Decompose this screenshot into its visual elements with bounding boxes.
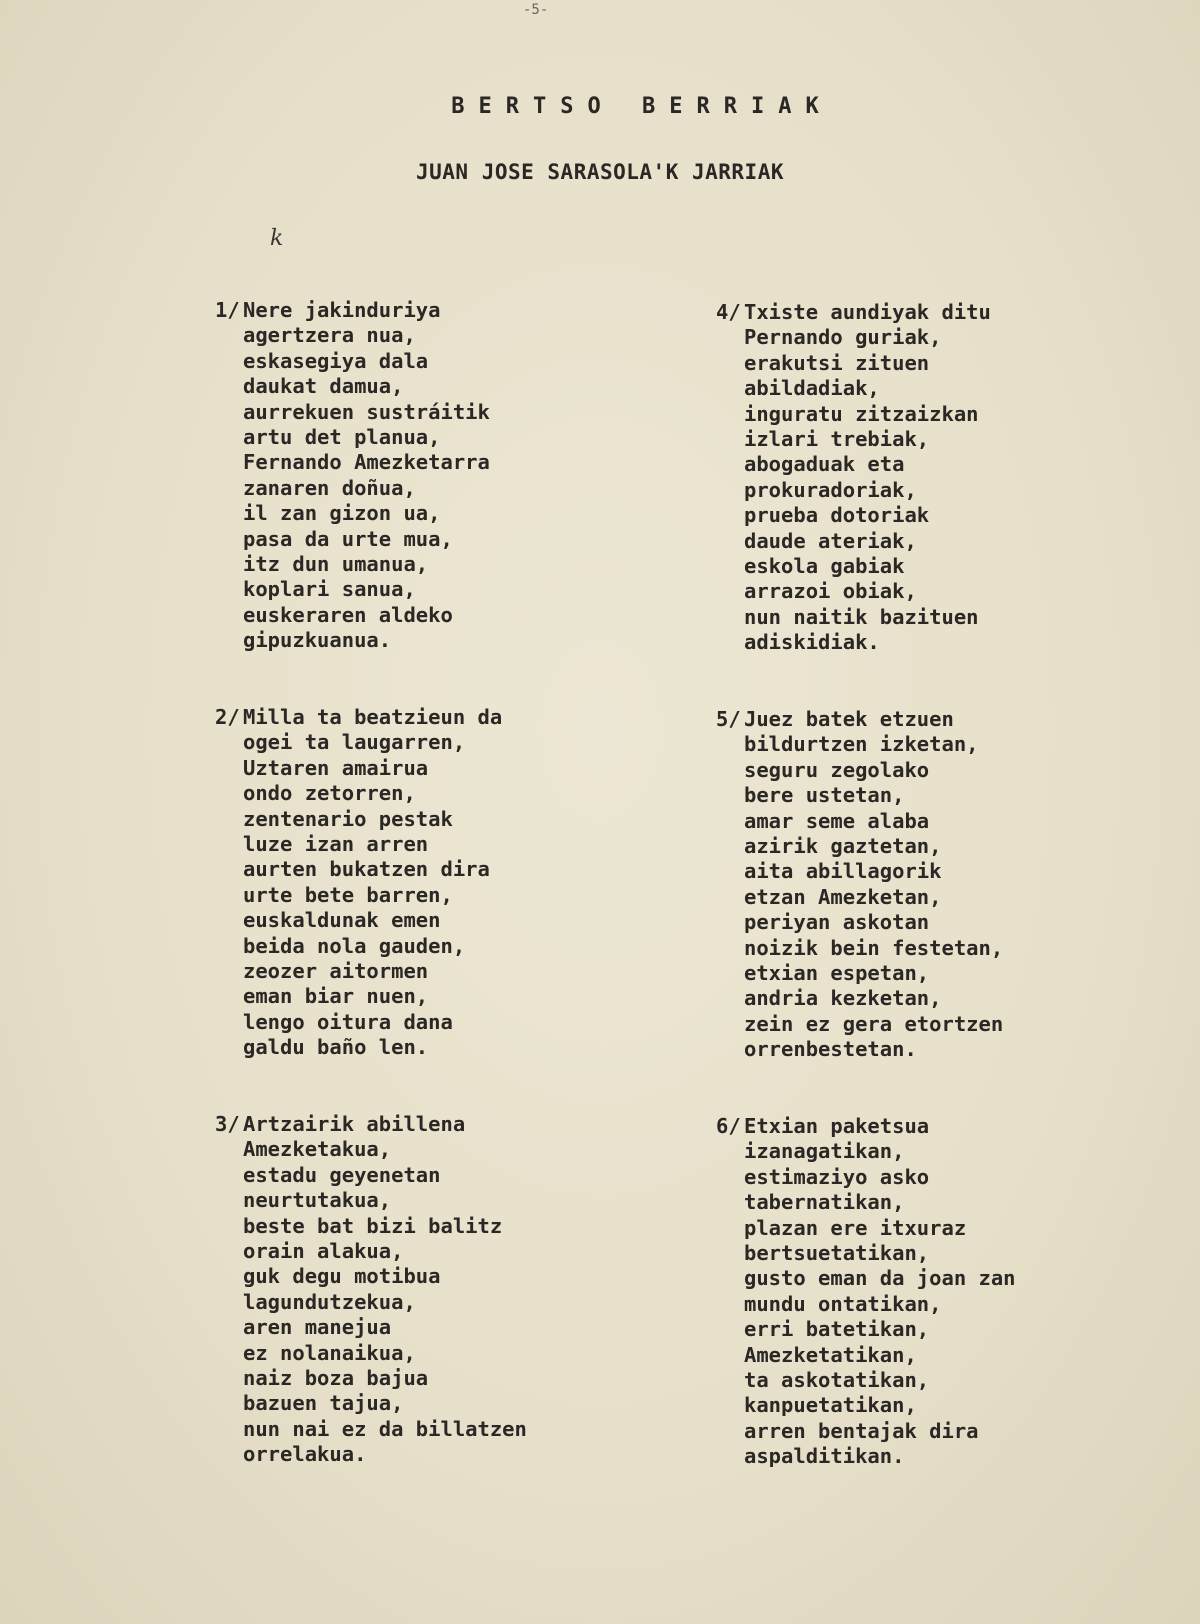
- verse-line: [716, 809, 1003, 834]
- verse-line-text: nun naitik bazituen: [744, 604, 979, 629]
- verse-line: [716, 1139, 1016, 1164]
- verse-line: [716, 376, 991, 401]
- verse-line: [215, 1239, 527, 1264]
- verse-line: [215, 1163, 527, 1188]
- verse-line-text: bere ustetan,: [744, 783, 905, 808]
- verse-line: [716, 859, 1003, 884]
- verse-line: [215, 1010, 502, 1035]
- verse-line-text: beste bat bizi balitz: [243, 1213, 503, 1238]
- verse-line: [716, 605, 991, 630]
- verse-line-text: aita abillagorik: [744, 859, 942, 884]
- verse-number: 4/: [716, 300, 741, 324]
- verse-line: [716, 351, 991, 376]
- verse-line-text: itz dun umanua,: [243, 552, 429, 577]
- verse-line-text: galdu baño len.: [243, 1035, 429, 1060]
- verse-line: [215, 756, 502, 781]
- verse-line-text: aspalditikan.: [744, 1444, 905, 1469]
- verse-line-text: Amezketatikan,: [744, 1342, 917, 1367]
- verse-line: [716, 402, 991, 427]
- verse-line-text: kanpuetatikan,: [744, 1393, 917, 1418]
- verse-line-text: aren manejua: [243, 1315, 392, 1340]
- verse-line-text: eskola gabiak: [744, 554, 905, 579]
- verse-line-text: ta askotatikan,: [744, 1368, 930, 1393]
- verse-line: [716, 885, 1003, 910]
- verse-line: [215, 1188, 527, 1213]
- verse-line-text: mundu ontatikan,: [744, 1291, 942, 1316]
- verse-line-text: erakutsi zituen: [744, 350, 930, 375]
- verse-line: [716, 1216, 1016, 1241]
- verse-line: [716, 529, 991, 554]
- verse-line: [215, 959, 502, 984]
- verse-line: [215, 1391, 527, 1416]
- verse-line: [215, 1341, 527, 1366]
- verse-line-text: seguru zegolako: [744, 757, 930, 782]
- verse-line-text: estimaziyo asko: [744, 1164, 930, 1189]
- verse-line: [716, 1343, 1016, 1368]
- verse-line: [215, 298, 490, 323]
- verse-line: [215, 1112, 527, 1137]
- verse-6: [716, 1114, 1016, 1470]
- verse-line: [716, 452, 991, 477]
- verse-line: [716, 834, 1003, 859]
- verse-line-text: Juez batek etzuen: [744, 707, 954, 731]
- verse-line: [716, 554, 991, 579]
- verse-line-text: eman biar nuen,: [243, 984, 429, 1009]
- verse-line-text: Txiste aundiyak ditu: [744, 300, 991, 324]
- verse-line-text: arrazoi obiak,: [744, 579, 917, 604]
- verse-line: [215, 730, 502, 755]
- verse-line-text: lagundutzekua,: [243, 1289, 416, 1314]
- verse-line: [716, 1165, 1016, 1190]
- verse-line: [215, 1137, 527, 1162]
- verse-number: 3/: [215, 1112, 240, 1136]
- verse-line-text: euskeraren aldeko: [243, 602, 453, 627]
- verse-line-text: euskaldunak emen: [243, 908, 441, 933]
- verse-line: [716, 758, 1003, 783]
- verse-line: [215, 603, 490, 628]
- verse-line: [215, 781, 502, 806]
- verse-line-text: Fernando Amezketarra: [243, 450, 490, 475]
- document-title: BERTSO BERRIAK: [451, 94, 833, 119]
- verse-line-text: bertsuetatikan,: [744, 1241, 930, 1266]
- verse-line: [716, 1114, 1016, 1139]
- verse-line-text: lengo oitura dana: [243, 1009, 453, 1034]
- verse-line: [716, 707, 1003, 732]
- verse-line: [215, 450, 490, 475]
- verse-line-text: pasa da urte mua,: [243, 526, 453, 551]
- verse-line: [215, 552, 490, 577]
- verse-line-text: erri batetikan,: [744, 1317, 930, 1342]
- verse-line-text: noizik bein festetan,: [744, 935, 1004, 960]
- verse-line: [716, 1037, 1003, 1062]
- verse-line: [716, 1393, 1016, 1418]
- verse-line-text: nun nai ez da billatzen: [243, 1416, 527, 1441]
- verse-line: [215, 807, 502, 832]
- verse-line: [215, 1315, 527, 1340]
- verse-line-text: beida nola gauden,: [243, 933, 466, 958]
- verse-line-text: arren bentajak dira: [744, 1418, 979, 1443]
- verse-line-text: izanagatikan,: [744, 1139, 905, 1164]
- verse-line-text: zeozer aitormen: [243, 959, 429, 984]
- verse-line: [215, 1417, 527, 1442]
- verse-line: [215, 577, 490, 602]
- verse-5: [716, 707, 1003, 1063]
- verse-line-text: Milla ta beatzieun da: [243, 705, 503, 729]
- verse-line: [215, 374, 490, 399]
- verse-line-text: ogei ta laugarren,: [243, 730, 466, 755]
- verse-line: [716, 1241, 1016, 1266]
- verse-line: [215, 323, 490, 348]
- verse-line: [215, 425, 490, 450]
- verse-line: [215, 1214, 527, 1239]
- verse-3: [215, 1112, 527, 1468]
- verse-line: [215, 883, 502, 908]
- verse-line: [215, 628, 490, 653]
- verse-line: [215, 705, 502, 730]
- verse-number: 1/: [215, 298, 240, 322]
- verse-line: [215, 476, 490, 501]
- verse-line-text: gipuzkuanua.: [243, 628, 392, 653]
- verse-line: [716, 783, 1003, 808]
- verse-line-text: abildadiak,: [744, 376, 880, 401]
- verse-line: [716, 1317, 1016, 1342]
- verse-line: [716, 579, 991, 604]
- verse-line: [716, 936, 1003, 961]
- verse-line-text: gusto eman da joan zan: [744, 1266, 1016, 1291]
- verse-2: [215, 705, 502, 1061]
- verse-line-text: daukat damua,: [243, 374, 404, 399]
- verse-line-text: abogaduak eta: [744, 452, 905, 477]
- verse-line: [716, 630, 991, 655]
- verse-line: [716, 961, 1003, 986]
- verse-line-text: bildurtzen izketan,: [744, 732, 979, 757]
- verse-line: [215, 1264, 527, 1289]
- verse-line-text: aurrekuen sustráitik: [243, 399, 490, 424]
- verse-line-text: prueba dotoriak: [744, 503, 930, 528]
- handwritten-mark: k: [270, 226, 284, 251]
- verse-line-text: inguratu zitzaizkan: [744, 401, 979, 426]
- verse-line: [215, 1442, 527, 1467]
- verse-line: [716, 478, 991, 503]
- verse-line: [215, 400, 490, 425]
- verse-line-text: aurten bukatzen dira: [243, 857, 490, 882]
- verse-line-text: estadu geyenetan: [243, 1162, 441, 1187]
- verse-line: [716, 325, 991, 350]
- verse-line: [716, 1012, 1003, 1037]
- verse-line-text: ez nolanaikua,: [243, 1340, 416, 1365]
- verse-line: [716, 910, 1003, 935]
- verse-4: [716, 300, 991, 656]
- verse-line-text: artu det planua,: [243, 425, 441, 450]
- verse-line: [215, 349, 490, 374]
- verse-line-text: plazan ere itxuraz: [744, 1215, 967, 1240]
- verse-line: [215, 984, 502, 1009]
- verse-line-text: orrenbestetan.: [744, 1037, 917, 1062]
- verse-line: [215, 1290, 527, 1315]
- verse-line: [215, 832, 502, 857]
- verse-line-text: ondo zetorren,: [243, 781, 416, 806]
- verse-line-text: Etxian paketsua: [744, 1114, 930, 1138]
- verse-line-text: etxian espetan,: [744, 961, 930, 986]
- page-number-mark: -5-: [523, 2, 549, 18]
- verse-line-text: urte bete barren,: [243, 882, 453, 907]
- verse-line-text: prokuradoriak,: [744, 477, 917, 502]
- verse-line: [716, 427, 991, 452]
- verse-line: [215, 1035, 502, 1060]
- verse-line-text: Amezketakua,: [243, 1137, 392, 1162]
- verse-line: [716, 1292, 1016, 1317]
- verse-line: [716, 986, 1003, 1011]
- verse-line-text: guk degu motibua: [243, 1264, 441, 1289]
- verse-line-text: il zan gizon ua,: [243, 501, 441, 526]
- verse-number: 2/: [215, 705, 240, 729]
- verse-line: [716, 1419, 1016, 1444]
- verse-line: [215, 501, 490, 526]
- verse-line: [215, 908, 502, 933]
- verse-line-text: Pernando guriak,: [744, 325, 942, 350]
- verse-line-text: orrelakua.: [243, 1442, 367, 1467]
- verse-line: [215, 527, 490, 552]
- verse-line-text: Artzairik abillena: [243, 1112, 466, 1136]
- verse-line-text: koplari sanua,: [243, 577, 416, 602]
- verse-line: [215, 857, 502, 882]
- verse-line-text: amar seme alaba: [744, 808, 930, 833]
- verse-line-text: zein ez gera etortzen: [744, 1011, 1004, 1036]
- verse-line-text: orain alakua,: [243, 1239, 404, 1264]
- verse-line-text: azirik gaztetan,: [744, 834, 942, 859]
- verse-line-text: Uztaren amairua: [243, 755, 429, 780]
- verse-1: [215, 298, 490, 654]
- verse-line-text: zentenario pestak: [243, 806, 453, 831]
- verse-line-text: andria kezketan,: [744, 986, 942, 1011]
- verse-line-text: izlari trebiak,: [744, 427, 930, 452]
- verse-line-text: bazuen tajua,: [243, 1391, 404, 1416]
- verse-line-text: daude ateriak,: [744, 528, 917, 553]
- verse-line-text: eskasegiya dala: [243, 348, 429, 373]
- verse-line: [716, 503, 991, 528]
- verse-line: [716, 1190, 1016, 1215]
- verse-number: 5/: [716, 707, 741, 731]
- verse-line: [716, 732, 1003, 757]
- verse-line: [716, 1266, 1016, 1291]
- verse-line: [215, 1366, 527, 1391]
- verse-line-text: periyan askotan: [744, 910, 930, 935]
- verse-number: 6/: [716, 1114, 741, 1138]
- verse-line-text: etzan Amezketan,: [744, 884, 942, 909]
- verse-line-text: tabernatikan,: [744, 1190, 905, 1215]
- verse-line-text: luze izan arren: [243, 832, 429, 857]
- verse-line: [215, 934, 502, 959]
- verse-line-text: neurtutakua,: [243, 1188, 392, 1213]
- verse-line-text: adiskidiak.: [744, 630, 880, 655]
- verse-line: [716, 1444, 1016, 1469]
- document-subtitle: JUAN JOSE SARASOLA'K JARRIAK: [415, 160, 784, 184]
- verse-line: [716, 300, 991, 325]
- verse-line-text: Nere jakinduriya: [243, 298, 441, 322]
- verse-line-text: agertzera nua,: [243, 323, 416, 348]
- verse-line-text: naiz boza bajua: [243, 1366, 429, 1391]
- verse-line-text: zanaren doñua,: [243, 475, 416, 500]
- verse-line: [716, 1368, 1016, 1393]
